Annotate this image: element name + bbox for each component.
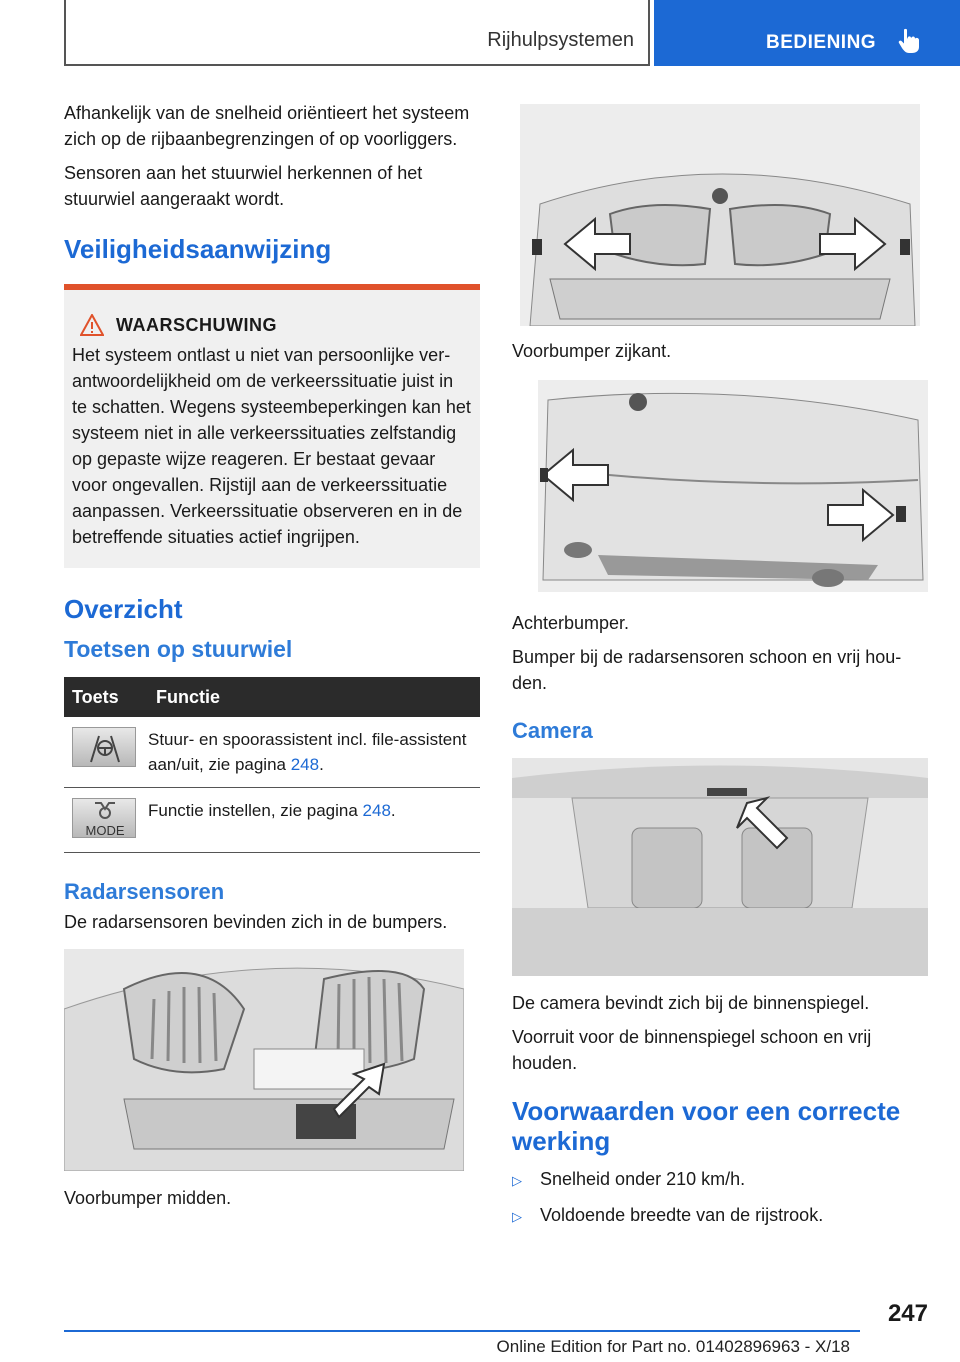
front-bumper-side-image [520, 104, 920, 326]
mode-button-icon [72, 798, 136, 838]
col-key-header: Toets [64, 677, 148, 717]
footer-divider [64, 1330, 860, 1332]
radar-heading: Radarsensoren [64, 879, 225, 904]
lane-assist-button-icon [72, 727, 136, 767]
warning-header [80, 314, 472, 336]
warning-text: Het systeem ontlast u niet van persoonlijke verantwoordelijkheid om de verkeerssituatie juist in te schatten. Wegens systeembeperkingen kan het systeem niet in alle verkeerssituaties zelfstandig op gepaste wijze reageren. Er bestaat gevaar voor ongevallen. Rijstijl aan de verkeerssituatie aanpassen. Verkeerssituatie observeren en in de betreffende situaties actief ingrijpen. [72, 345, 471, 547]
caption-front-side: Voorbumper zijkant. [512, 341, 672, 361]
list-item: ▷ Snelheid onder 210 km/h. [512, 1166, 928, 1194]
caption-rear: Achterbumper. [512, 613, 630, 633]
camera-caption: De camera bevindt zich bij de binnenspiegel. [512, 993, 870, 1013]
safety-heading: Veiligheidsaanwijzing [64, 234, 332, 264]
warning-triangle-icon [80, 314, 104, 336]
col-function-header: Functie [148, 677, 480, 717]
triangle-bullet-icon: ▷ [512, 1173, 522, 1188]
camera-heading: Camera [512, 718, 593, 743]
svg-text:MODE: MODE [85, 823, 125, 838]
header-section [64, 0, 650, 66]
right-column [512, 104, 928, 1238]
page-number: 247 [887, 1300, 928, 1327]
hand-pointer-icon [898, 28, 920, 54]
section-title: Rijhulpsystemen [487, 29, 634, 51]
overview-heading: Overzicht [64, 594, 183, 624]
keys-table [64, 677, 480, 853]
keys-heading: Toetsen op stuurwiel [64, 636, 293, 662]
bumper-clean-note: Bumper bij de radarsensoren schoon en vrij houden. [512, 647, 902, 693]
conditions-list [512, 1166, 928, 1230]
row2-function: Functie instellen, zie pagina [148, 801, 363, 820]
left-column [64, 100, 480, 1219]
camera-note: Voorruit voor de binnenspiegel schoon en vrij houden. [512, 1027, 872, 1073]
row1-function: Stuur- en spoorassistent incl. file-assistent aan/uit, zie pagina [148, 730, 467, 774]
chapter-title: BEDIENING [766, 32, 877, 53]
table-row: MODE Functie instellen, zie pagina 248. [64, 788, 480, 853]
triangle-bullet-icon: ▷ [512, 1209, 522, 1224]
page-link[interactable]: 248 [290, 755, 320, 774]
header-chapter [654, 0, 960, 66]
camera-image [512, 758, 928, 976]
table-row: Stuur- en spoorassistent incl. file-assistent aan/uit, zie pagina 248. [64, 717, 480, 788]
warning-box [64, 284, 480, 568]
edition-text: Online Edition for Part no. 01402896963 - X/18 [496, 1337, 850, 1356]
warning-title: WAARSCHUWING [116, 314, 277, 335]
front-bumper-middle-image [64, 949, 464, 1171]
radar-text: De radarsensoren bevinden zich in de bumpers. [64, 912, 448, 932]
list-item: ▷ Voldoende breedte van de rijstrook. [512, 1202, 928, 1230]
page-link[interactable]: 248 [362, 801, 391, 820]
rear-bumper-image [538, 380, 928, 592]
intro-paragraph-2: Sensoren aan het stuurwiel herkennen of het stuurwiel aangeraakt wordt. [64, 163, 423, 209]
caption-front-middle: Voorbumper midden. [64, 1188, 232, 1208]
intro-paragraph-1: Afhankelijk van de snelheid oriëntieert het systeem zich op de rijbaanbegrenzingen of op voorliggers. [64, 103, 470, 149]
conditions-heading: Voorwaarden voor een correcte werking [512, 1096, 901, 1156]
